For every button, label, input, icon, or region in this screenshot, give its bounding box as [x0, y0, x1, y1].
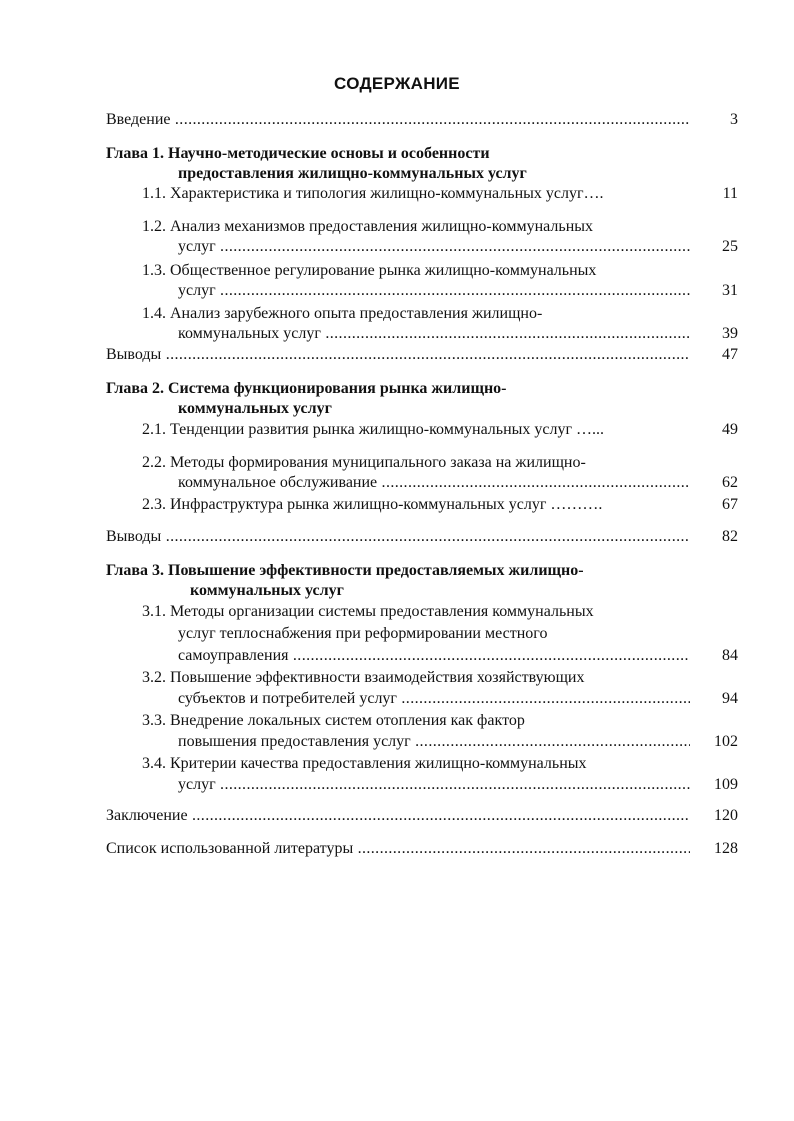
toc-leader-dots — [377, 474, 690, 491]
toc-page-number: 62 — [722, 474, 738, 491]
chapter-heading: Глава 2. Система функционирования рынка жилищно- — [106, 380, 507, 397]
toc-leader-dots — [171, 111, 691, 128]
toc-entry-2-1: 2.1. Тенденции развития рынка жилищно-коммунальных услуг …... — [142, 421, 605, 438]
toc-entry-1-4-cont: коммунальных услуг ..... — [178, 324, 690, 344]
toc-page-number: 109 — [714, 776, 738, 793]
toc-entry-ch2-conclusions: Выводы ..... — [106, 527, 690, 547]
toc-entry-3-2-cont: субъектов и потребителей услуг ..... — [178, 689, 690, 709]
toc-leader-dots — [161, 346, 690, 363]
toc-entry-1-2-cont: услуг ..... — [178, 237, 690, 257]
toc-page-number: 31 — [722, 282, 738, 299]
toc-page-number: 11 — [722, 185, 738, 202]
toc-page-number: 3 — [730, 111, 738, 128]
toc-entry-1-1: 1.1. Характеристика и типология жилищно-коммунальных услуг…. — [142, 185, 604, 202]
toc-entry-3-1: 3.1. Методы организации системы предоставления коммунальных — [142, 603, 594, 620]
toc-entry-1-3-cont: услуг ..... — [178, 281, 690, 301]
toc-leader-dots — [216, 776, 690, 793]
toc-entry-1-3: 1.3. Общественное регулирование рынка жилищно-коммунальных — [142, 262, 597, 279]
toc-entry-3-2: 3.2. Повышение эффективности взаимодействия хозяйствующих — [142, 669, 585, 686]
toc-page-number: 49 — [722, 421, 738, 438]
toc-page-number: 47 — [722, 346, 738, 363]
toc-entry-2-3: 2.3. Инфраструктура рынка жилищно-коммунальных услуг ………. — [142, 496, 603, 513]
toc-entry-intro — [106, 110, 690, 130]
toc-page-number: 39 — [722, 325, 738, 342]
toc-entry-conclusion: Заключение ..... — [106, 806, 690, 826]
toc-page-number: 82 — [722, 528, 738, 545]
toc-entry-2-2-cont: коммунальное обслуживание ..... — [178, 473, 690, 493]
toc-leader-dots — [353, 840, 690, 857]
toc-entry-ch1-conclusions: Выводы ..... — [106, 345, 690, 365]
toc-leader-dots — [161, 528, 690, 545]
toc-page-number: 67 — [722, 496, 738, 513]
page-title: СОДЕРЖАНИЕ — [334, 74, 460, 93]
toc-entry-3-4-cont: услуг ..... — [178, 775, 690, 795]
toc-page-number: 25 — [722, 238, 738, 255]
toc-entry-3-3: 3.3. Внедрение локальных систем отопления как фактор — [142, 712, 525, 729]
toc-leader-dots — [188, 807, 690, 824]
toc-entry-3-3-cont: повышения предоставления услуг ..... — [178, 732, 690, 752]
toc-page-number: 128 — [714, 840, 738, 857]
toc-page-number: 120 — [714, 807, 738, 824]
toc-leader-dots — [321, 325, 690, 342]
toc-entry-3-4: 3.4. Критерии качества предоставления жилищно-коммунальных — [142, 755, 587, 772]
chapter-heading-cont: коммунальных услуг — [178, 400, 332, 417]
toc-entry-1-2: 1.2. Анализ механизмов предоставления жилищно-коммунальных — [142, 218, 594, 235]
toc-leader-dots — [289, 647, 691, 664]
toc-page-number: 102 — [714, 733, 738, 750]
toc-leader-dots — [411, 733, 690, 750]
toc-entry-label: Введение — [106, 111, 171, 128]
chapter-heading: Глава 1. Научно-методические основы и особенности — [106, 145, 490, 162]
chapter-heading: Глава 3. Повышение эффективности предоставляемых жилищно- — [106, 562, 584, 579]
chapter-heading-cont: предоставления жилищно-коммунальных услуг — [178, 165, 527, 182]
toc-entry-2-2: 2.2. Методы формирования муниципального заказа на жилищно- — [142, 454, 586, 471]
toc-entry-1-4: 1.4. Анализ зарубежного опыта предоставления жилищно- — [142, 305, 543, 322]
chapter-heading-cont: коммунальных услуг — [190, 582, 344, 599]
toc-leader-dots — [216, 282, 690, 299]
toc-entry-references: Список использованной литературы ..... — [106, 839, 690, 859]
toc-entry-3-1-cont2: самоуправления ..... — [178, 646, 690, 666]
toc-leader-dots — [216, 238, 690, 255]
toc-leader-dots — [397, 690, 690, 707]
toc-page-number: 94 — [722, 690, 738, 707]
toc-page-number: 84 — [722, 647, 738, 664]
toc-entry-3-1-cont: услуг теплоснабжения при реформировании местного — [178, 625, 548, 642]
